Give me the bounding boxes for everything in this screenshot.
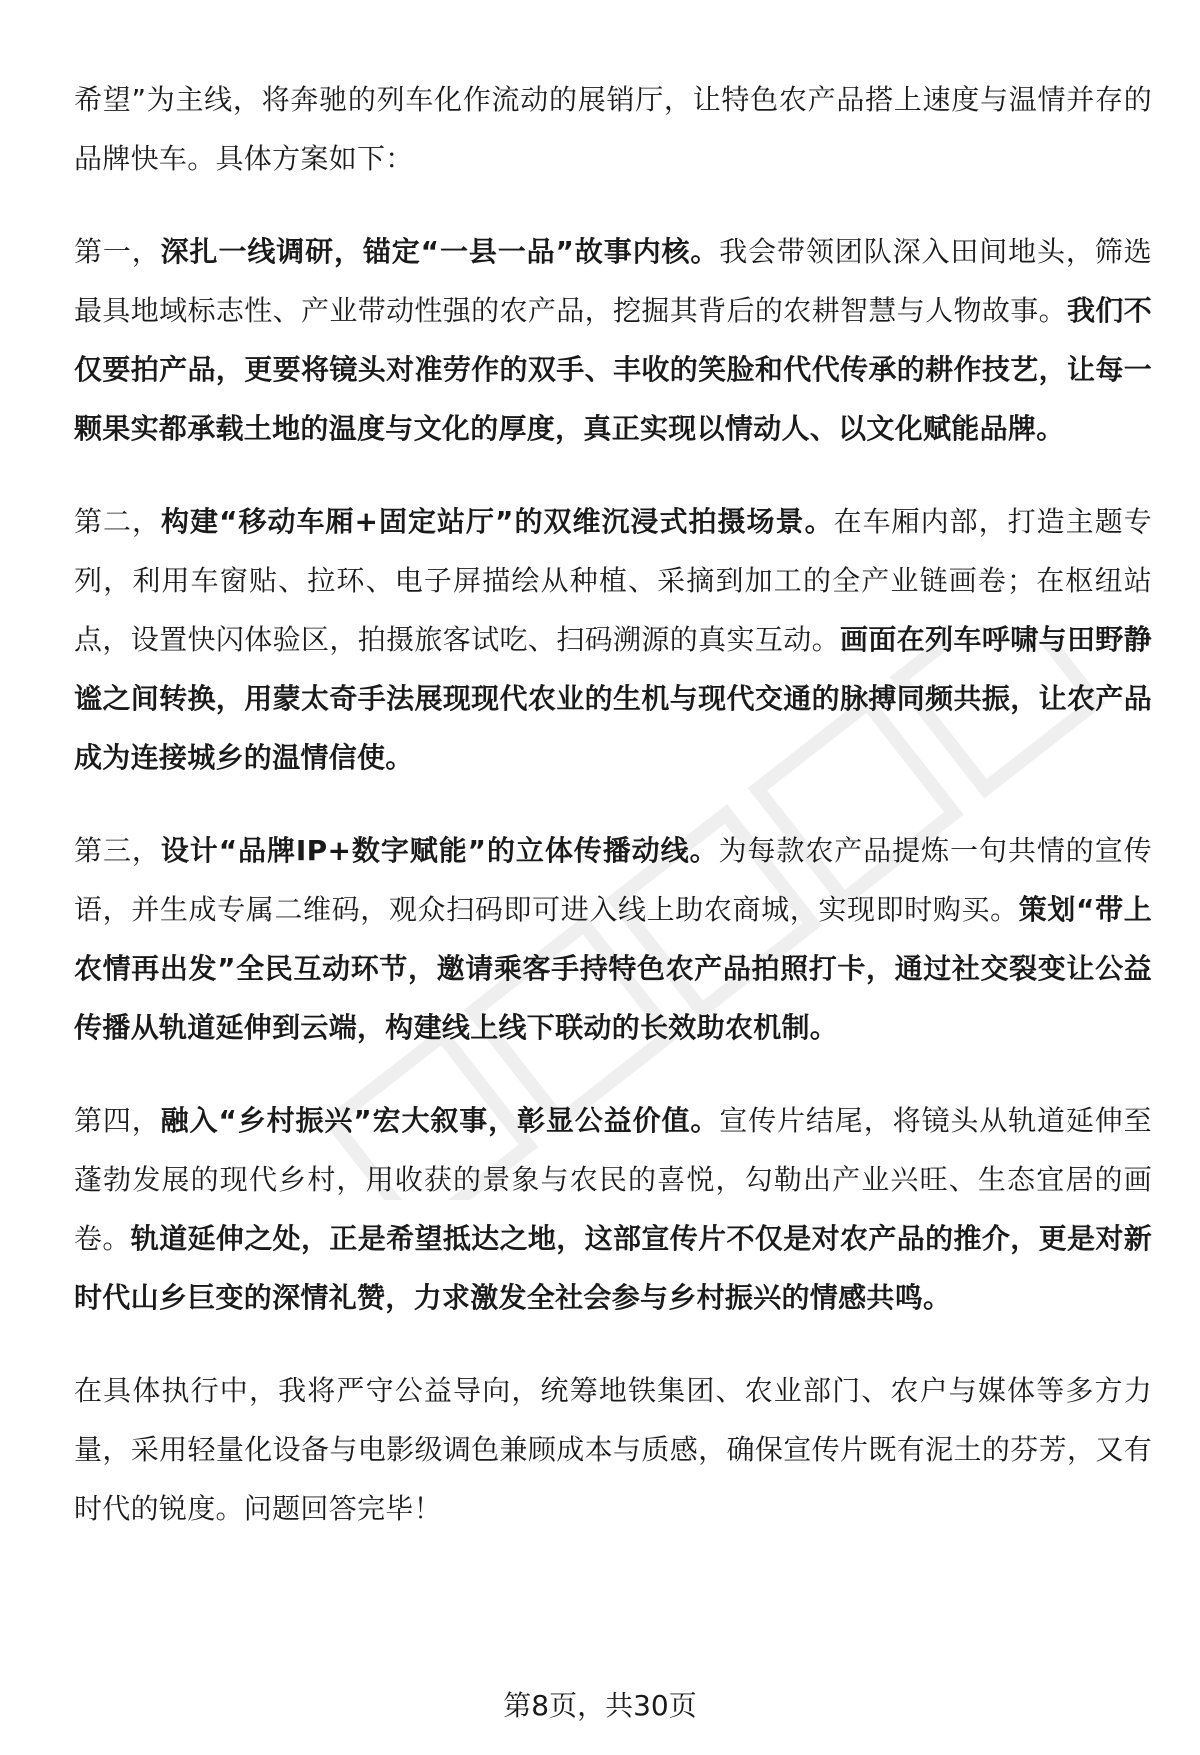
paragraph-intro xyxy=(74,70,1152,188)
paragraph-point-4 xyxy=(74,1091,1152,1327)
document-body xyxy=(74,70,1152,1572)
text-segment: 第二， xyxy=(74,505,162,538)
text-segment: 第四， xyxy=(74,1104,161,1137)
bold-heading: 深扎一线调研，锚定“一县一品”故事内核。 xyxy=(160,235,720,268)
bold-heading: 设计“品牌IP+数字赋能”的立体传播动线。 xyxy=(160,834,719,867)
text-segment: 在具体执行中，我将严守公益导向，统筹地铁集团、农业部门、农户与媒体等多方力量，采用轻量化设备与电影级调色兼顾成本与质感，确保宣传片既有泥土的芬芳，又有时代的锐度。问题回答完毕！ xyxy=(74,1374,1152,1525)
text-segment: 宣传片结尾，将镜头从轨道延伸至蓬勃发展的现代乡村，用收获的景象与农民的喜悦，勾勒出产业兴旺、生态宜居的画卷。 xyxy=(74,1104,1152,1255)
paragraph-point-1 xyxy=(74,222,1152,458)
paragraph-point-3 xyxy=(74,821,1152,1057)
bold-heading: 构建“移动车厢+固定站厅”的双维沉浸式拍摄场景。 xyxy=(161,505,834,538)
text-segment: 第三， xyxy=(74,834,161,867)
bold-text: 轨道延伸之处，正是希望抵达之地，这部宣传片不仅是对农产品的推介，更是对新时代山乡巨变的深情礼赞，力求激发全社会参与乡村振兴的情感共鸣。 xyxy=(74,1222,1152,1314)
bold-heading: 融入“乡村振兴”宏大叙事，彰显公益价值。 xyxy=(160,1104,720,1137)
text-segment: 为每款农产品提炼一句共情的宣传语，并生成专属二维码，观众扫码即可进入线上助农商城，实现即时购买。 xyxy=(74,834,1152,926)
bold-text: 画面在列车呼啸与田野静谧之间转换，用蒙太奇手法展现现代农业的生机与现代交通的脉搏同频共振，让农产品成为连接城乡的温情信使。 xyxy=(74,623,1152,774)
paragraph-conclusion xyxy=(74,1361,1152,1538)
bold-text: 我们不仅要拍产品，更要将镜头对准劳作的双手、丰收的笑脸和代代传承的耕作技艺，让每一颗果实都承载土地的温度与文化的厚度，真正实现以情动人、以文化赋能品牌。 xyxy=(74,294,1152,445)
text-segment: 第一， xyxy=(74,235,161,268)
text-segment: 我会带领团队深入田间地头，筛选最具地域标志性、产业带动性强的农产品，挖掘其背后的农耕智慧与人物故事。 xyxy=(74,235,1152,327)
page-number: 第8页，共30页 xyxy=(503,1689,697,1722)
text-segment: 希望”为主线，将奔驰的列车化作流动的展销厅，让特色农产品搭上速度与温情并存的品牌快车。具体方案如下： xyxy=(74,83,1152,175)
bold-text: 策划“带上农情再出发”全民互动环节，邀请乘客手持特色农产品拍照打卡，通过社交裂变让公益传播从轨道延伸到云端，构建线上线下联动的长效助农机制。 xyxy=(74,893,1153,1044)
paragraph-point-2 xyxy=(74,492,1152,787)
text-segment: 在车厢内部，打造主题专列，利用车窗贴、拉环、电子屏描绘从种植、采摘到加工的全产业链画卷；在枢纽站点，设置快闪体验区，拍摄旅客试吃、扫码溯源的真实互动。 xyxy=(74,505,1153,656)
